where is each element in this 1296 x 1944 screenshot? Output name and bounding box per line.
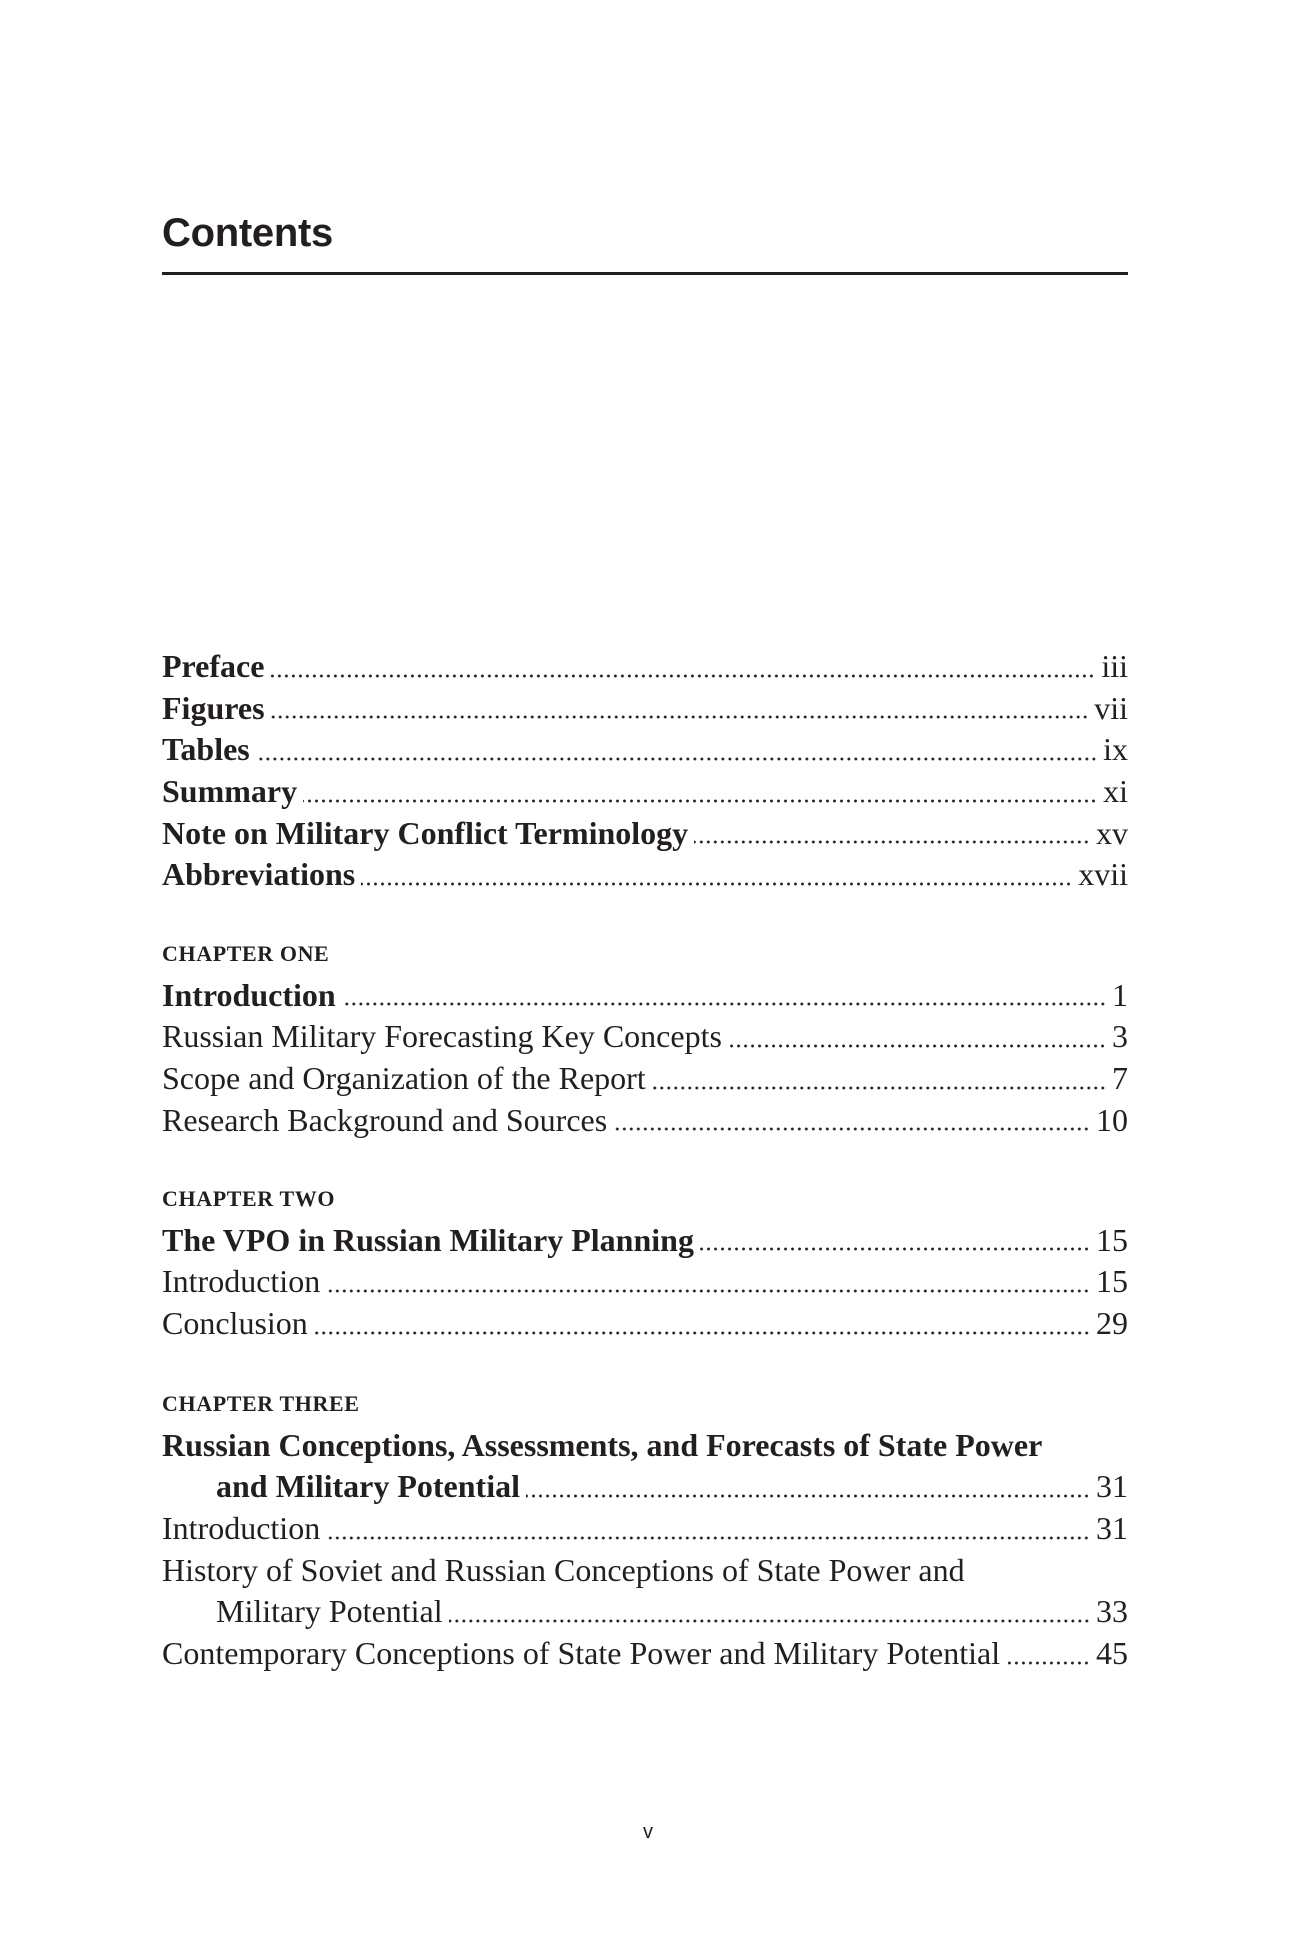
toc-entry-tables (162, 729, 1128, 771)
section-title-line: Military Potential (216, 1593, 443, 1630)
section-title: Contemporary Conceptions of State Power and Military Potential (162, 1635, 1001, 1672)
toc-entry-page: vii (1094, 689, 1128, 726)
toc-entry-page: 31 (1096, 1510, 1128, 1547)
section-entry (162, 1058, 1128, 1100)
dot-leader (342, 1002, 1106, 1006)
dot-leader (326, 1536, 1090, 1540)
section-entry (162, 1508, 1128, 1550)
dot-leader (314, 1331, 1090, 1335)
chapter-title-entry-continued (162, 1466, 1128, 1508)
section-title: Research Background and Sources (162, 1101, 608, 1138)
toc-entry-page: 29 (1096, 1305, 1128, 1342)
toc-entry-page: iii (1101, 648, 1128, 684)
section-entry (162, 1303, 1128, 1345)
toc-entry-title: Summary (162, 773, 298, 810)
toc-entry-page: 10 (1096, 1101, 1128, 1138)
chapter-title-entry (162, 1220, 1128, 1262)
section-entry (162, 1016, 1128, 1058)
toc-entry-summary (162, 771, 1128, 813)
toc-entry-abbreviations (162, 854, 1128, 896)
chapter-title-line: Russian Conceptions, Assessments, and Forecasts of State Power (162, 1426, 1043, 1463)
dot-leader (700, 1247, 1090, 1251)
toc-entry-title: Tables (162, 731, 250, 768)
section-entry (162, 1100, 1128, 1142)
chapter-label-row (162, 933, 1128, 975)
dot-leader (449, 1619, 1090, 1623)
chapter-label-row (162, 1178, 1128, 1220)
chapter-three-block (162, 1383, 1128, 1675)
section-title: Conclusion (162, 1305, 308, 1342)
front-matter-list (162, 646, 1128, 896)
toc-entry-terminology-note (162, 813, 1128, 855)
toc-entry-page: 1 (1112, 976, 1128, 1013)
toc-entry-page: ix (1103, 731, 1128, 768)
chapter-title-line: and Military Potential (216, 1468, 520, 1505)
chapter-two-block (162, 1178, 1128, 1345)
section-title: Introduction (162, 1510, 321, 1547)
toc-entry-title: Note on Military Conflict Terminology (162, 814, 689, 851)
toc-entry-title: Figures (162, 689, 265, 726)
section-title: Scope and Organization of the Report (162, 1060, 646, 1097)
toc-entry-page: 15 (1096, 1221, 1128, 1258)
section-entry (162, 1550, 1128, 1592)
chapter-title-entry (162, 975, 1128, 1017)
dot-leader (652, 1086, 1106, 1090)
toc-entry-page: xvii (1078, 856, 1128, 893)
chapter-label: CHAPTER TWO (162, 1186, 336, 1211)
toc-entry-figures (162, 688, 1128, 730)
dot-leader (361, 882, 1072, 886)
chapter-title: Introduction (162, 976, 336, 1013)
dot-leader (728, 1044, 1106, 1048)
toc-entry-page: 33 (1096, 1593, 1128, 1630)
toc-entry-title: Preface (162, 648, 265, 684)
chapter-title: The VPO in Russian Military Planning (162, 1221, 694, 1258)
toc-entry-preface (162, 646, 1128, 688)
toc-entry-page: 15 (1096, 1263, 1128, 1300)
toc-entry-page: 3 (1112, 1018, 1128, 1055)
dot-leader (303, 799, 1097, 803)
page-number: v (643, 1821, 653, 1843)
section-entry (162, 1633, 1128, 1675)
section-entry (162, 1261, 1128, 1303)
toc-entry-page: 7 (1112, 1060, 1128, 1097)
toc-entry-page: xv (1096, 814, 1128, 851)
toc-entry-title: Abbreviations (162, 856, 356, 893)
dot-leader (526, 1494, 1090, 1498)
dot-leader (256, 757, 1097, 761)
chapter-label: CHAPTER ONE (162, 941, 330, 966)
dot-leader (694, 840, 1090, 844)
section-title-line: History of Soviet and Russian Conceptions of State Power and (162, 1551, 965, 1588)
chapter-label-row (162, 1383, 1128, 1425)
chapter-label: CHAPTER THREE (162, 1391, 360, 1416)
section-entry-continued (162, 1591, 1128, 1633)
dot-leader (1006, 1661, 1090, 1665)
toc-entry-page: 45 (1096, 1635, 1128, 1672)
chapter-title-entry (162, 1425, 1128, 1467)
section-title: Introduction (162, 1263, 321, 1300)
chapter-one-block (162, 933, 1128, 1141)
page-title: Contents (162, 211, 333, 255)
toc-entry-page: xi (1103, 773, 1128, 810)
dot-leader (613, 1127, 1090, 1131)
toc-entry-page: 31 (1096, 1468, 1128, 1505)
dot-leader (271, 715, 1089, 719)
dot-leader (326, 1289, 1090, 1293)
dot-leader (270, 674, 1095, 678)
section-title: Russian Military Forecasting Key Concepts (162, 1018, 722, 1055)
title-rule (162, 272, 1128, 275)
